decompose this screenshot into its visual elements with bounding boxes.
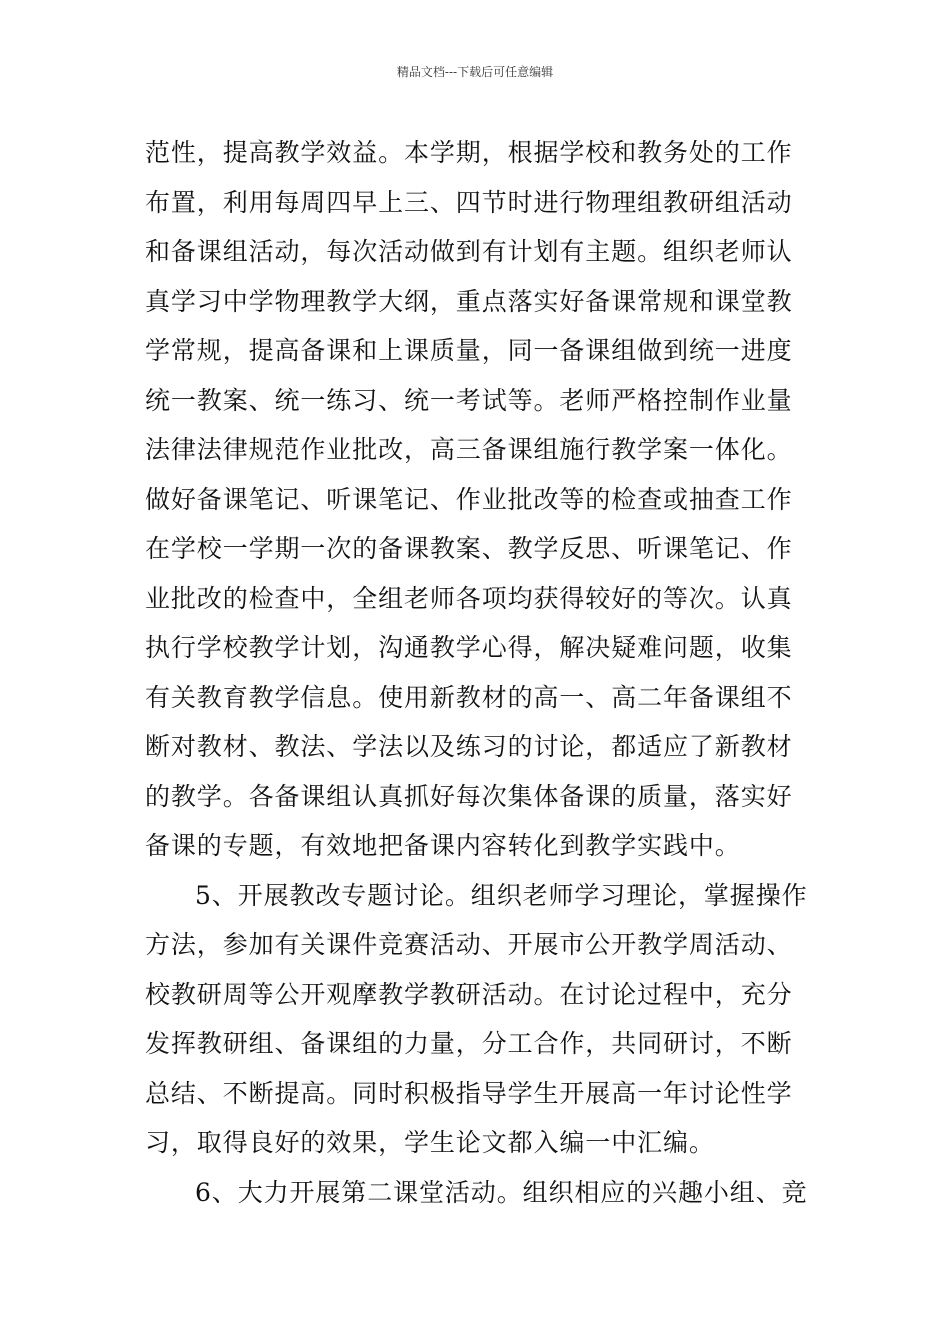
paragraph-start-line: 5、开展教改专题讨论。组织老师学习理论，掌握操作	[195, 880, 808, 910]
text-line: 校教研周等公开观摩教学教研活动。在讨论过程中，充分	[145, 979, 793, 1009]
text-line: 做好备课笔记、听课笔记、作业批改等的检查或抽查工作	[145, 484, 793, 514]
text-line: 范性，提高教学效益。本学期，根据学校和教务处的工作	[145, 138, 793, 167]
text-line: 有关教育教学信息。使用新教材的高一、高二年备课组不	[145, 682, 793, 712]
text-line: 在学校一学期一次的备课教案、教学反思、听课笔记、作	[145, 534, 793, 563]
text-line: 总结、不断提高。同时积极指导学生开展高一年讨论性学	[145, 1078, 793, 1108]
document-body	[145, 128, 810, 1217]
text-line: 法律法律规范作业批改，高三备课组施行教学案一体化。	[145, 435, 793, 464]
text-line: 方法，参加有关课件竞赛活动、开展市公开教学周活动、	[145, 930, 793, 959]
text-line: 统一教案、统一练习、统一考试等。老师严格控制作业量	[145, 385, 793, 415]
text-line: 备课的专题，有效地把备课内容转化到教学实践中。	[145, 831, 741, 860]
text-line: 业批改的检查中，全组老师各项均获得较好的等次。认真	[145, 583, 793, 613]
text-line: 断对教材、教法、学法以及练习的讨论，都适应了新教材	[145, 732, 793, 761]
text-line: 真学习中学物理教学大纲，重点落实好备课常规和课堂教	[145, 286, 793, 316]
text-line: 的教学。各备课组认真抓好每次集体备课的质量，落实好	[145, 781, 793, 811]
page-header: 精品文档---下载后可任意编辑	[396, 65, 554, 79]
text-line: 执行学校教学计划，沟通教学心得，解决疑难问题，收集	[145, 633, 793, 662]
text-line: 习，取得良好的效果，学生论文都入编一中汇编。	[145, 1128, 715, 1157]
paragraph-start-line: 6、大力开展第二课堂活动。组织相应的兴趣小组、竞	[195, 1177, 808, 1207]
text-line: 和备课组活动，每次活动做到有计划有主题。组织老师认	[145, 237, 793, 266]
text-line: 发挥教研组、备课组的力量，分工合作，共同研讨，不断	[145, 1029, 793, 1058]
text-line: 布置，利用每周四早上三、四节时进行物理组教研组活动	[145, 187, 793, 217]
text-line: 学常规，提高备课和上课质量，同一备课组做到统一进度	[145, 336, 793, 365]
